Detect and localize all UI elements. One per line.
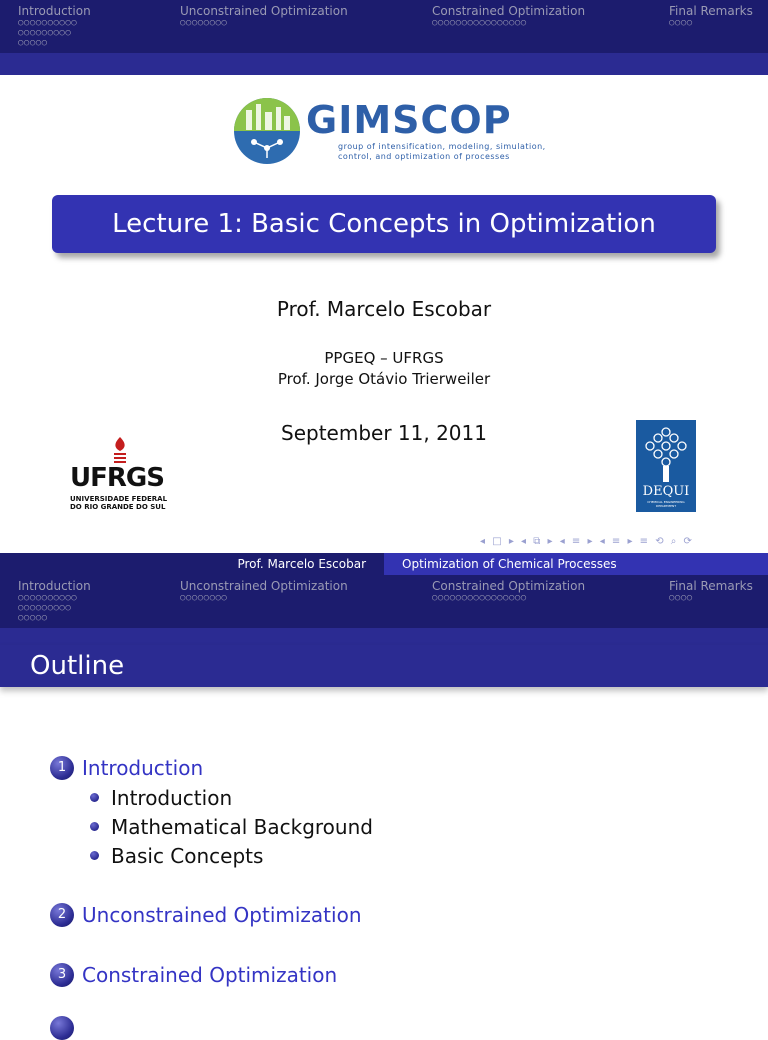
ufrgs-wordmark: UFRGS [70,463,164,493]
footer-author: Prof. Marcelo Escobar [0,553,384,575]
outline-item-3[interactable] [50,963,337,987]
number-badge: 2 [50,903,74,927]
nav-dots-introduction[interactable]: ○○○○○○○○○○ ○○○○○○○○○ ○○○○○ [18,18,78,48]
gimscop-wordmark: GIMSCOP [306,98,512,142]
presentation-date: September 11, 2011 [281,421,487,445]
nav-dots-final-remarks[interactable]: ○○○○ [669,18,693,28]
outline-item-1[interactable] [50,756,203,780]
gimscop-logo [232,96,546,166]
beamer-navigation-controls[interactable]: ◂ □ ▸ ◂ ⧉ ▸ ◂ ≡ ▸ ◂ ≡ ▸ ≡ ⟲ ⌕ ⟳ [480,536,694,547]
institute-line-1: PPGEQ – UFRGS [324,349,444,367]
nav-section-unconstrained[interactable]: Unconstrained Optimization [180,579,348,593]
gimscop-tagline: group of intensification, modeling, simulation, control, and optimization of processes [338,142,546,161]
gimscop-emblem-icon [232,96,302,166]
nav-section-introduction[interactable]: Introduction [18,4,91,18]
slide1-navbar [0,0,768,53]
dequi-wordmark: DEQUI [642,484,690,499]
dequi-logo [636,420,696,512]
outline-subitem[interactable]: Introduction [90,786,232,810]
number-badge: 1 [50,756,74,780]
dequi-subtitle: CHEMICAL ENGINEERING DEPARTMENT [647,500,685,508]
outline-item-label[interactable]: Unconstrained Optimization [82,903,362,927]
nav-dots-unconstrained[interactable]: ○○○○○○○○ [180,593,228,603]
slide2-navbar [0,575,768,628]
bullet-icon [90,822,99,831]
nav-section-constrained[interactable]: Constrained Optimization [432,579,586,593]
frame-title: Outline [0,645,768,687]
nav-dots-unconstrained[interactable]: ○○○○○○○○ [180,18,228,28]
nav-section-unconstrained[interactable]: Unconstrained Optimization [180,4,348,18]
nav-dots-constrained[interactable]: ○○○○○○○○○○○○○○○○ [432,18,527,28]
outline-subitem[interactable]: Basic Concepts [90,844,263,868]
outline-item-label[interactable]: Constrained Optimization [82,963,338,987]
outline-item-2[interactable] [50,903,362,927]
footer-title: Optimization of Chemical Processes [384,553,768,575]
nav-dots-introduction[interactable]: ○○○○○○○○○○ ○○○○○○○○○ ○○○○○ [18,593,78,623]
nav-section-final-remarks[interactable]: Final Remarks [669,579,753,593]
torch-icon [108,437,132,463]
nav-dots-constrained[interactable]: ○○○○○○○○○○○○○○○○ [432,593,527,603]
outline-item-4-partial[interactable] [50,1016,74,1040]
bullet-icon [90,851,99,860]
outline-item-label[interactable]: Introduction [82,756,204,780]
slide1-header-stripe [0,53,768,75]
ufrgs-logo [70,437,180,517]
number-badge [50,1016,74,1040]
author-name: Prof. Marcelo Escobar [276,297,492,321]
slide-title: Lecture 1: Basic Concepts in Optimization [52,195,716,253]
slide2-header-stripe [0,628,768,645]
number-badge: 3 [50,963,74,987]
nav-section-introduction[interactable]: Introduction [18,579,91,593]
bullet-icon [90,793,99,802]
slide1-footer [0,553,768,575]
ufrgs-subtitle: UNIVERSIDADE FEDERAL DO RIO GRANDE DO SUL [70,495,168,511]
institute-line-2: Prof. Jorge Otávio Trierweiler [277,370,491,388]
outline-subitem[interactable]: Mathematical Background [90,815,373,839]
nav-section-final-remarks[interactable]: Final Remarks [669,4,753,18]
nav-dots-final-remarks[interactable]: ○○○○ [669,593,693,603]
molecule-tree-icon [641,424,691,482]
nav-section-constrained[interactable]: Constrained Optimization [432,4,586,18]
